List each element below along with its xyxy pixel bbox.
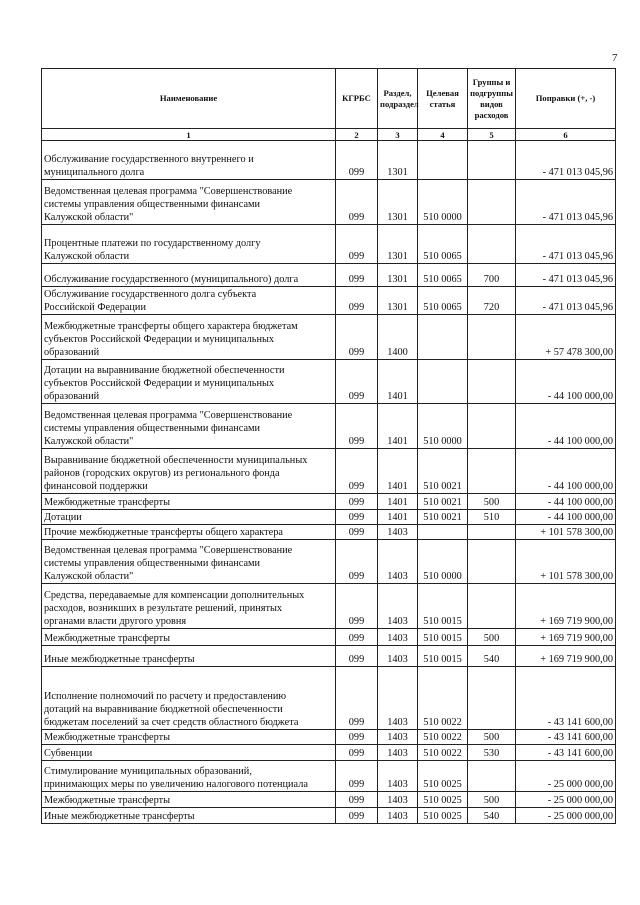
table-row xyxy=(42,494,616,510)
table-row xyxy=(42,141,616,180)
row-razdel: 1403 xyxy=(378,629,418,646)
row-name-line: Калужской области xyxy=(44,251,130,262)
row-amount: - 25 000 000,00 xyxy=(516,792,616,808)
row-name-line: районов (городских округов) из регионального фонда xyxy=(44,468,280,479)
row-name-line: Прочие межбюджетные трансферты общего характера xyxy=(44,527,283,538)
row-cel: 510 0015 xyxy=(418,646,468,667)
row-amount: - 44 100 000,00 xyxy=(516,360,616,404)
row-name-line: Межбюджетные трансферты общего характера бюджетам xyxy=(44,321,298,332)
row-amount: - 43 141 600,00 xyxy=(516,667,616,730)
row-name-line: финансовой поддержки xyxy=(44,481,148,492)
row-razdel: 1401 xyxy=(378,360,418,404)
row-name-line: системы управления общественными финансами xyxy=(44,558,261,569)
row-name xyxy=(42,525,336,540)
row-name-line: Субвенции xyxy=(44,748,93,759)
row-name-line: Ведомственная целевая программа "Совершенствование xyxy=(44,410,293,421)
row-vid xyxy=(468,360,516,404)
row-cel: 510 0000 xyxy=(418,404,468,449)
row-name-line: бюджетам поселений за счет средств областного бюджета xyxy=(44,717,299,728)
row-name-line: Межбюджетные трансферты xyxy=(44,795,171,806)
column-number: 2 xyxy=(336,129,378,141)
row-name xyxy=(42,761,336,792)
row-name xyxy=(42,494,336,510)
row-vid xyxy=(468,667,516,730)
row-amount: - 43 141 600,00 xyxy=(516,745,616,761)
row-name-line: муниципального долга xyxy=(44,167,145,178)
row-name xyxy=(42,287,336,315)
row-cel: 510 0000 xyxy=(418,540,468,584)
table-row xyxy=(42,180,616,225)
row-vid xyxy=(468,180,516,225)
row-cel: 510 0021 xyxy=(418,449,468,494)
row-krbs: 099 xyxy=(336,360,378,404)
row-name-line: Ведомственная целевая программа "Совершенствование xyxy=(44,545,293,556)
row-krbs: 099 xyxy=(336,730,378,745)
row-name-line: Межбюджетные трансферты xyxy=(44,497,171,508)
row-amount: - 44 100 000,00 xyxy=(516,404,616,449)
row-krbs: 099 xyxy=(336,584,378,629)
row-razdel: 1403 xyxy=(378,761,418,792)
row-name-line: системы управления общественными финансами xyxy=(44,423,261,434)
row-razdel: 1403 xyxy=(378,730,418,745)
row-cel xyxy=(418,315,468,360)
row-amount: - 44 100 000,00 xyxy=(516,449,616,494)
row-krbs: 099 xyxy=(336,494,378,510)
row-name-line: дотаций на выравнивание бюджетной обеспеченности xyxy=(44,704,283,715)
table-row xyxy=(42,510,616,525)
row-cel: 510 0022 xyxy=(418,667,468,730)
column-numbers-row xyxy=(42,129,616,141)
row-amount: - 25 000 000,00 xyxy=(516,761,616,792)
table-row xyxy=(42,525,616,540)
row-name xyxy=(42,792,336,808)
row-vid xyxy=(468,225,516,264)
row-cel: 510 0065 xyxy=(418,264,468,287)
row-amount: - 471 013 045,96 xyxy=(516,141,616,180)
row-amount: - 471 013 045,96 xyxy=(516,287,616,315)
row-name-line: Межбюджетные трансферты xyxy=(44,732,171,743)
row-name-line: Выравнивание бюджетной обеспеченности муниципальных xyxy=(44,455,308,466)
row-name-line: органами власти другого уровня xyxy=(44,616,187,627)
row-cel xyxy=(418,525,468,540)
row-name xyxy=(42,264,336,287)
row-name xyxy=(42,180,336,225)
row-razdel: 1401 xyxy=(378,449,418,494)
row-vid: 510 xyxy=(468,510,516,525)
row-razdel: 1403 xyxy=(378,808,418,824)
row-name-line: Средства, передаваемые для компенсации дополнительных xyxy=(44,590,305,601)
row-name-line: принимающих меры по увеличению налогового потенциала xyxy=(44,779,308,790)
column-number: 3 xyxy=(378,129,418,141)
row-name-line: субъектов Российской Федерации и муниципальных xyxy=(44,378,275,389)
row-krbs: 099 xyxy=(336,525,378,540)
table-row xyxy=(42,730,616,745)
row-amount: + 169 719 900,00 xyxy=(516,629,616,646)
row-krbs: 099 xyxy=(336,287,378,315)
row-name-line: Исполнение полномочий по расчету и предоставлению xyxy=(44,691,287,702)
row-razdel: 1301 xyxy=(378,287,418,315)
row-cel: 510 0065 xyxy=(418,287,468,315)
row-cel: 510 0022 xyxy=(418,745,468,761)
row-name xyxy=(42,510,336,525)
row-amount: - 25 000 000,00 xyxy=(516,808,616,824)
row-cel: 510 0022 xyxy=(418,730,468,745)
row-name xyxy=(42,629,336,646)
row-amount: + 101 578 300,00 xyxy=(516,540,616,584)
row-vid xyxy=(468,315,516,360)
row-name-line: образований xyxy=(44,391,100,402)
row-name xyxy=(42,808,336,824)
table-row xyxy=(42,646,616,667)
table-row xyxy=(42,745,616,761)
row-razdel: 1403 xyxy=(378,745,418,761)
table-row xyxy=(42,287,616,315)
row-krbs: 099 xyxy=(336,792,378,808)
row-cel: 510 0000 xyxy=(418,180,468,225)
row-name xyxy=(42,584,336,629)
row-amount: + 101 578 300,00 xyxy=(516,525,616,540)
row-cel xyxy=(418,141,468,180)
row-name-line: Стимулирование муниципальных образований, xyxy=(44,766,252,777)
row-krbs: 099 xyxy=(336,761,378,792)
row-razdel: 1401 xyxy=(378,404,418,449)
header-cel: Целевая статья xyxy=(418,69,468,129)
row-razdel: 1401 xyxy=(378,510,418,525)
row-amount: - 471 013 045,96 xyxy=(516,180,616,225)
header-krbs: КГРБС xyxy=(336,69,378,129)
row-vid: 720 xyxy=(468,287,516,315)
row-vid: 500 xyxy=(468,792,516,808)
row-amount: - 44 100 000,00 xyxy=(516,494,616,510)
row-razdel: 1401 xyxy=(378,494,418,510)
page-number: 7 xyxy=(612,52,618,64)
row-vid xyxy=(468,540,516,584)
row-krbs: 099 xyxy=(336,315,378,360)
row-vid xyxy=(468,449,516,494)
row-name-line: Калужской области" xyxy=(44,571,134,582)
row-krbs: 099 xyxy=(336,449,378,494)
column-number: 6 xyxy=(516,129,616,141)
table-row xyxy=(42,315,616,360)
row-name-line: расходов, возникших в результате решений, принятых xyxy=(44,603,283,614)
row-krbs: 099 xyxy=(336,667,378,730)
row-amount: - 471 013 045,96 xyxy=(516,264,616,287)
row-name xyxy=(42,360,336,404)
row-name-line: Обслуживание государственного долга субъекта xyxy=(44,289,257,300)
row-name-line: Ведомственная целевая программа "Совершенствование xyxy=(44,186,293,197)
row-razdel: 1403 xyxy=(378,792,418,808)
row-krbs: 099 xyxy=(336,745,378,761)
row-name-line: образований xyxy=(44,347,100,358)
row-cel: 510 0025 xyxy=(418,761,468,792)
row-razdel: 1403 xyxy=(378,646,418,667)
row-name xyxy=(42,449,336,494)
table-row xyxy=(42,264,616,287)
row-amount: - 44 100 000,00 xyxy=(516,510,616,525)
row-name-line: субъектов Российской Федерации и муниципальных xyxy=(44,334,275,345)
table-row xyxy=(42,225,616,264)
row-vid: 530 xyxy=(468,745,516,761)
row-razdel: 1301 xyxy=(378,180,418,225)
budget-amendments-table xyxy=(41,68,616,824)
row-vid: 500 xyxy=(468,629,516,646)
row-name-line: Калужской области" xyxy=(44,436,134,447)
row-krbs: 099 xyxy=(336,646,378,667)
row-amount: + 169 719 900,00 xyxy=(516,646,616,667)
row-krbs: 099 xyxy=(336,629,378,646)
row-cel xyxy=(418,360,468,404)
row-cel: 510 0025 xyxy=(418,792,468,808)
row-name xyxy=(42,141,336,180)
table-row xyxy=(42,449,616,494)
row-krbs: 099 xyxy=(336,264,378,287)
row-krbs: 099 xyxy=(336,540,378,584)
row-razdel: 1301 xyxy=(378,141,418,180)
row-name xyxy=(42,225,336,264)
row-name-line: Обслуживание государственного (муниципального) долга xyxy=(44,274,299,285)
header-name: Наименование xyxy=(42,69,336,129)
row-razdel: 1400 xyxy=(378,315,418,360)
row-razdel: 1403 xyxy=(378,525,418,540)
row-name xyxy=(42,315,336,360)
row-vid xyxy=(468,584,516,629)
row-vid: 540 xyxy=(468,646,516,667)
row-name-line: Обслуживание государственного внутреннего и xyxy=(44,154,254,165)
table-row xyxy=(42,540,616,584)
row-amount: - 43 141 600,00 xyxy=(516,730,616,745)
row-name-line: Российской Федерации xyxy=(44,302,146,313)
row-vid xyxy=(468,761,516,792)
row-razdel: 1301 xyxy=(378,225,418,264)
column-number: 5 xyxy=(468,129,516,141)
row-name xyxy=(42,404,336,449)
table-row xyxy=(42,808,616,824)
header-razdel: Раздел, подраздел xyxy=(378,69,418,129)
header-popravki: Поправки (+, -) xyxy=(516,69,616,129)
row-cel: 510 0021 xyxy=(418,510,468,525)
row-cel: 510 0015 xyxy=(418,629,468,646)
table-row xyxy=(42,792,616,808)
row-vid xyxy=(468,404,516,449)
column-number: 1 xyxy=(42,129,336,141)
row-name-line: Дотации xyxy=(44,512,82,523)
row-name-line: Дотации на выравнивание бюджетной обеспеченности xyxy=(44,365,285,376)
row-name xyxy=(42,730,336,745)
row-razdel: 1301 xyxy=(378,264,418,287)
table-header-row xyxy=(42,69,616,129)
row-vid xyxy=(468,141,516,180)
row-name xyxy=(42,667,336,730)
row-krbs: 099 xyxy=(336,808,378,824)
row-vid xyxy=(468,525,516,540)
row-name-line: Иные межбюджетные трансферты xyxy=(44,654,195,665)
row-cel: 510 0015 xyxy=(418,584,468,629)
row-cel: 510 0025 xyxy=(418,808,468,824)
row-krbs: 099 xyxy=(336,510,378,525)
table-row xyxy=(42,404,616,449)
row-name xyxy=(42,745,336,761)
row-amount: - 471 013 045,96 xyxy=(516,225,616,264)
table-body xyxy=(42,141,616,824)
row-amount: + 57 478 300,00 xyxy=(516,315,616,360)
row-name xyxy=(42,646,336,667)
row-krbs: 099 xyxy=(336,404,378,449)
row-krbs: 099 xyxy=(336,180,378,225)
row-krbs: 099 xyxy=(336,141,378,180)
row-name-line: Иные межбюджетные трансферты xyxy=(44,811,195,822)
row-name xyxy=(42,540,336,584)
row-cel: 510 0021 xyxy=(418,494,468,510)
row-krbs: 099 xyxy=(336,225,378,264)
table-row xyxy=(42,667,616,730)
row-vid: 700 xyxy=(468,264,516,287)
row-name-line: Калужской области" xyxy=(44,212,134,223)
table-row xyxy=(42,584,616,629)
row-name-line: системы управления общественными финансами xyxy=(44,199,261,210)
column-number: 4 xyxy=(418,129,468,141)
row-amount: + 169 719 900,00 xyxy=(516,584,616,629)
table-row xyxy=(42,629,616,646)
row-name-line: Процентные платежи по государственному долгу xyxy=(44,238,261,249)
row-vid: 500 xyxy=(468,730,516,745)
row-name-line: Межбюджетные трансферты xyxy=(44,633,171,644)
row-vid: 540 xyxy=(468,808,516,824)
header-gruppy: Группы и подгруппы видов расходов xyxy=(468,69,516,129)
row-vid: 500 xyxy=(468,494,516,510)
row-razdel: 1403 xyxy=(378,667,418,730)
table-row xyxy=(42,360,616,404)
row-cel: 510 0065 xyxy=(418,225,468,264)
row-razdel: 1403 xyxy=(378,540,418,584)
table-row xyxy=(42,761,616,792)
row-razdel: 1403 xyxy=(378,584,418,629)
